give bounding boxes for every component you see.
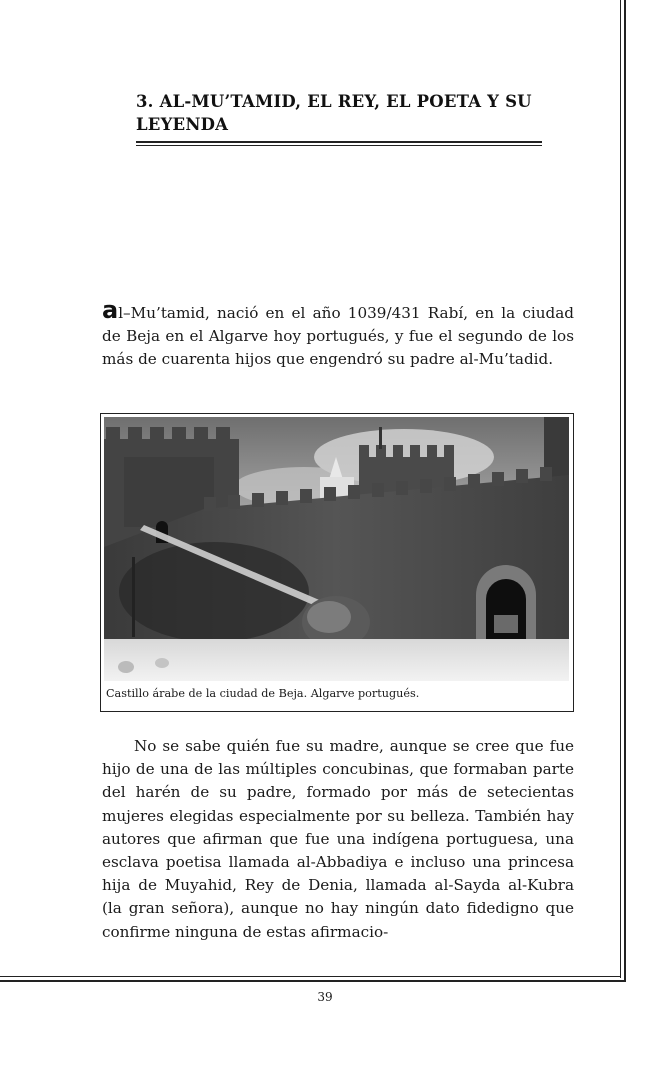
figure-caption: Castillo árabe de la ciudad de Beja. Algarve portugués. (106, 687, 420, 700)
page-frame-bottom-outer-rule (0, 980, 626, 982)
page-frame-right-inner-rule (620, 0, 621, 978)
body-paragraph-1-text: l–Mu’tamid, nació en el año 1039/431 Rabí, en la ciudad de Beja en el Algarve hoy portugués, y fue el segundo de los más de cuarenta hijos que engendró su padre al-Mu’tadid. (102, 304, 574, 369)
castle-photo-illustration (104, 417, 569, 681)
body-paragraph-1 (102, 296, 574, 372)
body-paragraph-2: No se sabe quién fue su madre, aunque se cree que fue hijo de una de las múltiples concubinas, que formaban parte del harén de su padre, formado por más de setecientas mujeres elegidas especialmente por su belleza. También hay autores que afirman que fue una indígena portuguesa, una esclava poetisa llamada al-Abbadiya e incluso una princesa hija de Muyahid, Rey de Denia, llamada al-Sayda al-Kubra (la gran señora), aunque no hay ningún dato fidedigno que confirme ninguna de estas afirmacio- (102, 737, 574, 941)
castle-photo (104, 417, 569, 681)
chapter-title-rule-thin (136, 145, 542, 146)
page-frame-right-outer-rule (624, 0, 626, 982)
page-number: 39 (317, 990, 333, 1004)
chapter-title: 3. AL-MU’TAMID, EL REY, EL POETA Y SU LEYENDA (136, 92, 532, 134)
chapter-title-rule-thick (136, 141, 542, 143)
figure-frame (100, 413, 574, 712)
page-frame-bottom-inner-rule (0, 976, 621, 977)
drop-cap: a (102, 296, 119, 324)
